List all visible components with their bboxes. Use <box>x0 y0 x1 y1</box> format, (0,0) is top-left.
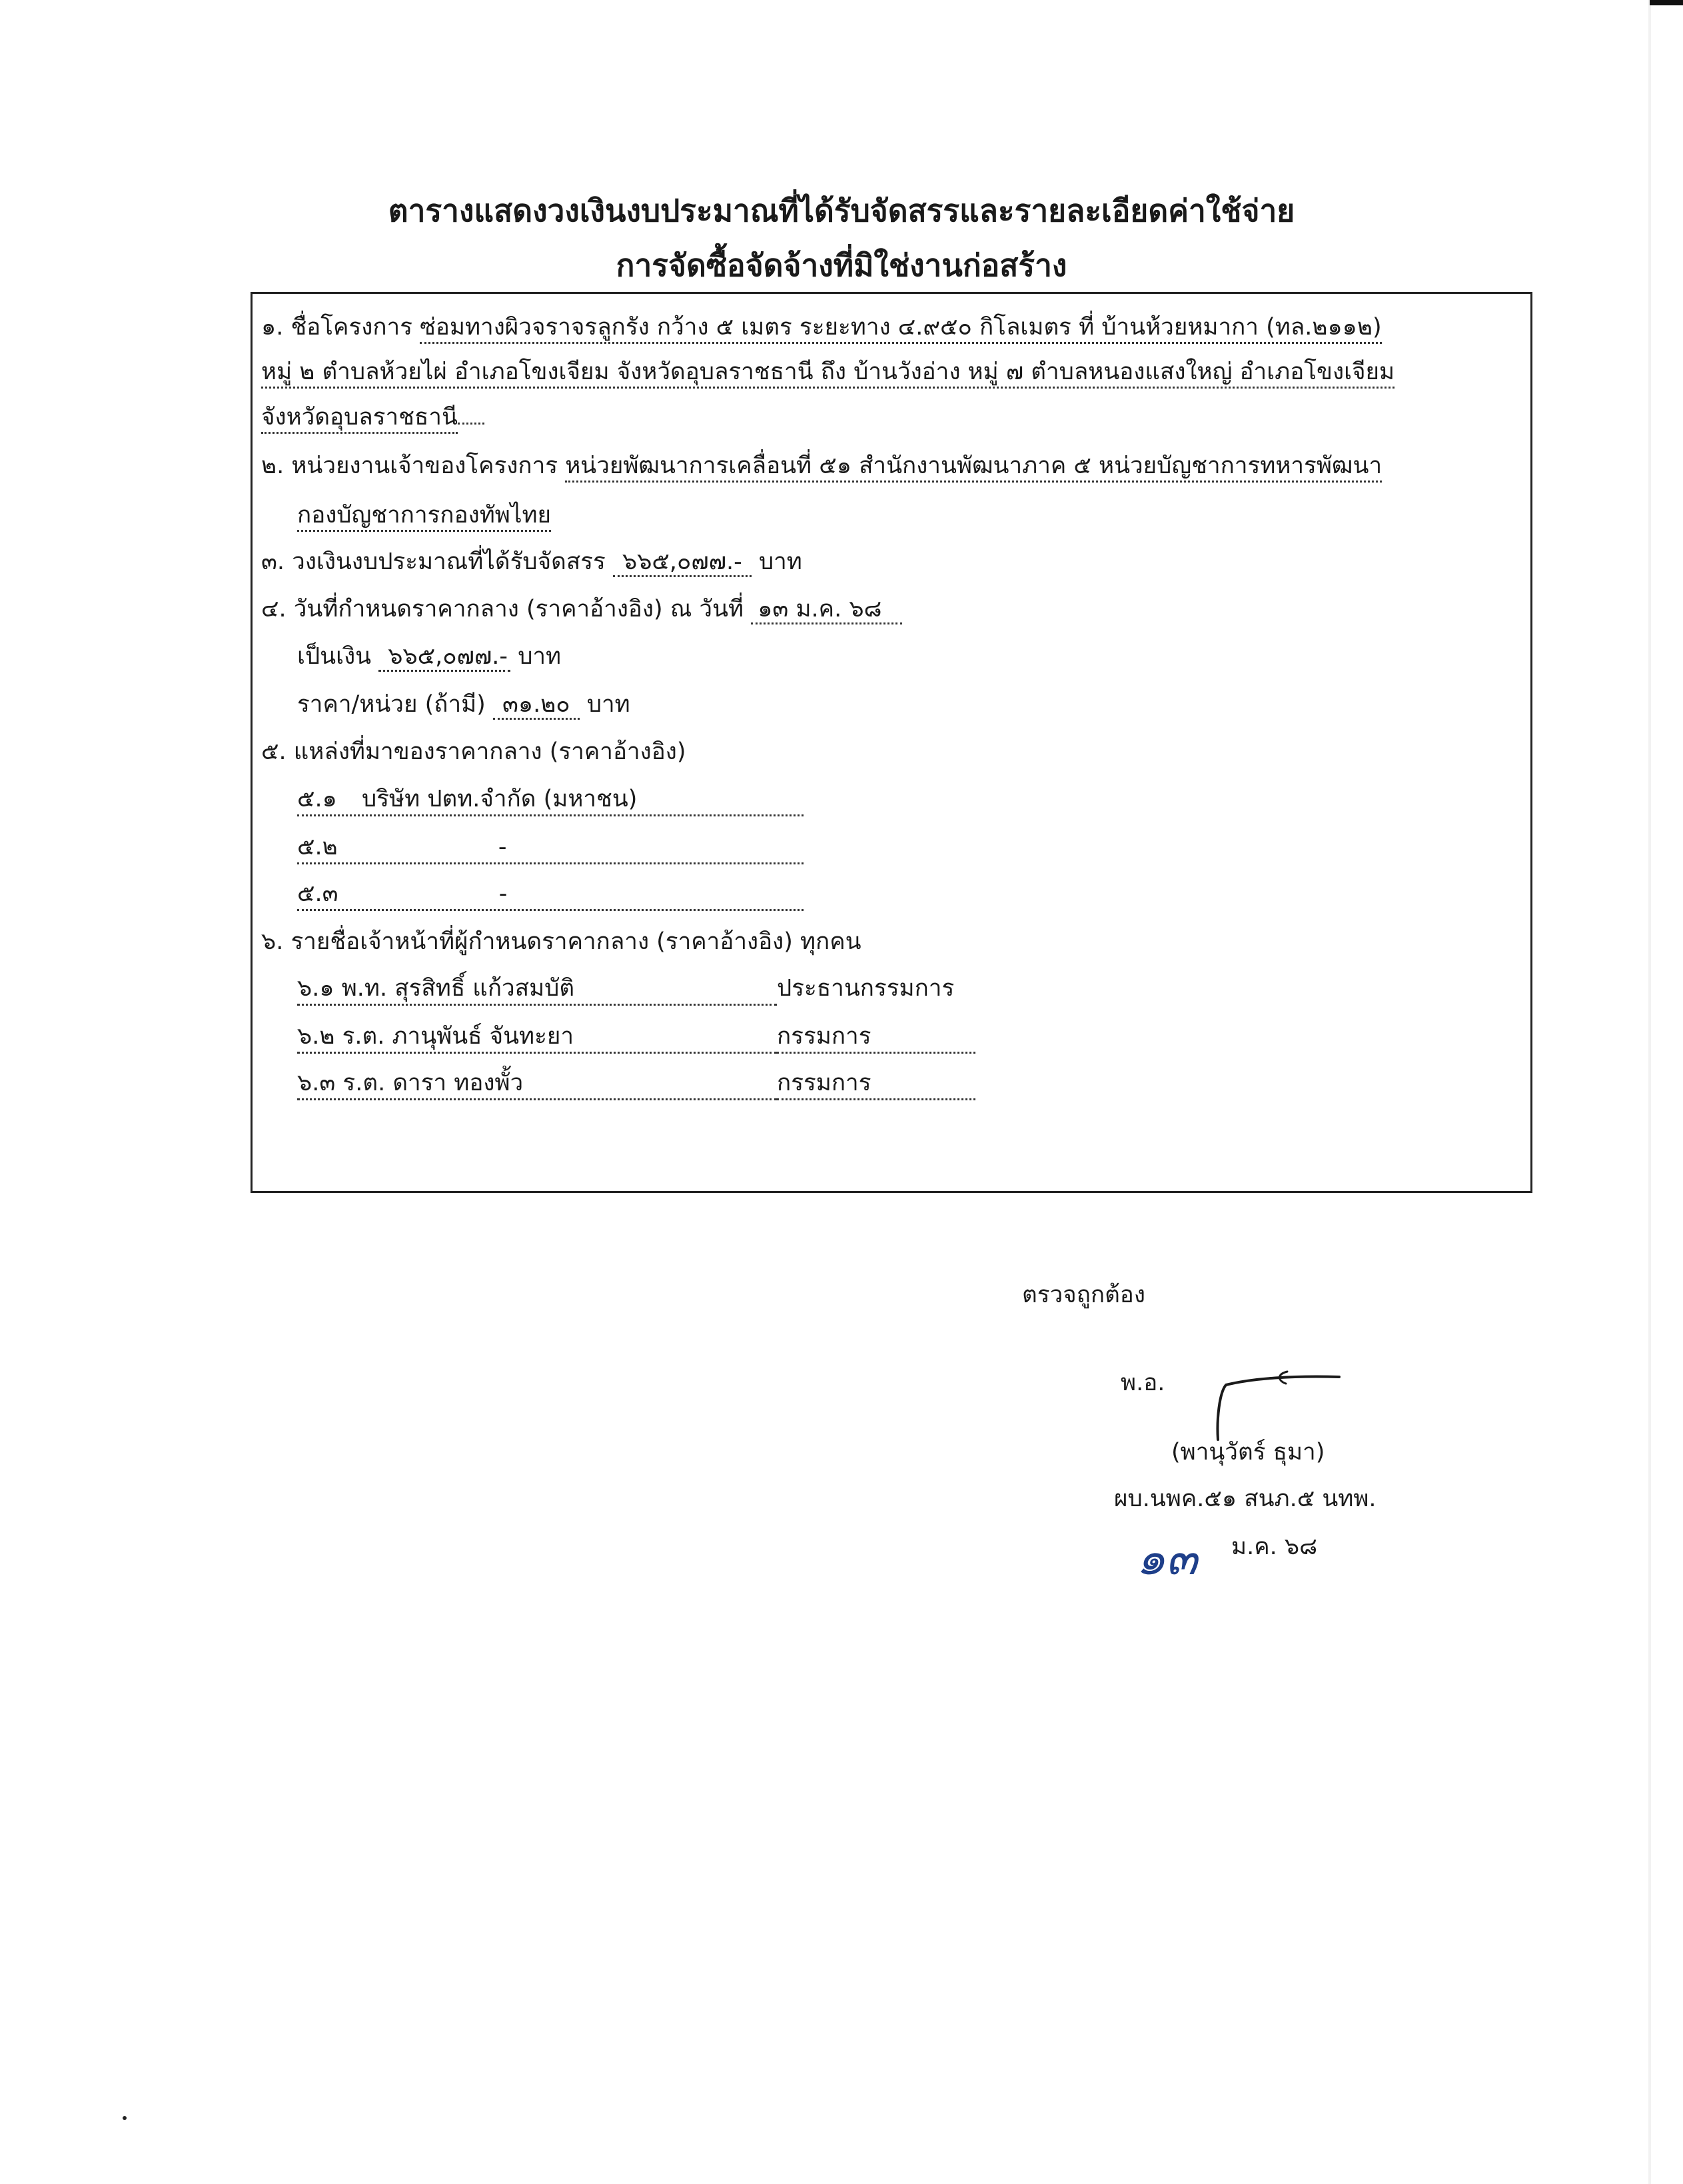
officer-name: ร.ต. ดารา ทองพั้ว <box>342 1070 524 1096</box>
officer-name: พ.ท. สุรสิทธิ์ แก้วสมบัติ <box>341 975 575 1002</box>
source-row <box>297 880 804 911</box>
source-num: ๕.๑ <box>297 786 337 812</box>
item3-label: ๓. วงเงินงบประมาณที่ได้รับจัดสรร <box>261 548 606 575</box>
project-name-line2-text: หมู่ ๒ ตำบลห้วยไผ่ อำเภอโขงเจียม จังหวัดอุบลราชธานี ถึง บ้านวังอ่าง หมู่ ๗ ตำบลหนองแสงใหญ่ อำเภอโขงเจียม <box>261 359 1395 389</box>
source-text: - <box>498 834 507 860</box>
officer-num: ๖.๓ <box>297 1070 336 1096</box>
budget-amount: ๖๖๕,๐๗๗.- <box>613 548 752 577</box>
unit-price-label: ราคา/หน่วย (ถ้ามี) <box>297 691 486 718</box>
document-title-line-2: การจัดซื้อจัดจ้างที่มิใช่งานก่อสร้าง <box>616 247 1067 283</box>
item4-unit-price-line <box>297 690 630 718</box>
reference-amount: ๖๖๕,๐๗๗.- <box>378 643 510 672</box>
officer-role <box>777 1069 975 1100</box>
item1-label: ๑. ชื่อโครงการ <box>261 314 412 341</box>
scan-edge <box>1648 0 1651 2184</box>
officer-role: ประธานกรรมการ <box>777 975 955 1002</box>
project-name-line3 <box>261 403 484 431</box>
officer-role <box>777 1022 975 1054</box>
source-row <box>297 833 804 864</box>
handwritten-date-day: ๑๓ <box>1136 1531 1198 1586</box>
certification-checked: ตรวจถูกต้อง <box>1022 1282 1145 1308</box>
officer-num: ๖.๑ <box>297 975 334 1002</box>
officer-role-text: กรรมการ <box>777 1022 975 1054</box>
item2-line1 <box>261 452 1382 480</box>
owner-agency-line1: หน่วยพัฒนาการเคลื่อนที่ ๕๑ สำนักงานพัฒนาภาค ๕ หน่วยบัญชาการทหารพัฒนา <box>565 453 1382 483</box>
unit-price-value: ๓๑.๒๐ <box>493 691 580 720</box>
scan-dot <box>123 2116 127 2120</box>
unit-price-unit: บาท <box>586 691 630 718</box>
certifier-rank: พ.อ. <box>1121 1370 1165 1396</box>
source-row <box>297 785 804 816</box>
item1-line1 <box>261 313 1382 341</box>
source-text: - <box>498 880 508 907</box>
officer-row <box>297 1022 777 1054</box>
officer-name: ร.ต. ภานุพันธ์ จันทะยา <box>342 1023 574 1050</box>
handwritten-signature <box>1186 1366 1359 1446</box>
officer-role-text: กรรมการ <box>777 1069 975 1100</box>
certifier-name: (พานุวัตร์ ธุมา) <box>1171 1439 1325 1466</box>
document-title-line-1: ตารางแสดงวงเงินงบประมาณที่ได้รับจัดสรรและรายละเอียดค่าใช้จ่าย <box>388 193 1295 229</box>
officer-row <box>297 974 777 1006</box>
project-name-line3-text: จังหวัดอุบลราชธานี <box>261 404 458 434</box>
reference-date: ๑๓ ม.ค. ๖๘ <box>751 596 901 624</box>
item4-label: ๔. วันที่กำหนดราคากลาง (ราคาอ้างอิง) ณ วันที่ <box>261 596 744 622</box>
item4-line <box>261 595 902 623</box>
certification-date-rest: ม.ค. ๖๘ <box>1231 1534 1318 1560</box>
item6-label: ๖. รายชื่อเจ้าหน้าที่ผู้กำหนดราคากลาง (ราคาอ้างอิง) ทุกคน <box>261 928 861 955</box>
source-text: บริษัท ปตท.จำกัด (มหาชน) <box>361 786 638 812</box>
scan-corner-mark <box>1650 0 1683 5</box>
owner-agency-line2-text: กองบัญชาการกองทัพไทย <box>297 502 551 532</box>
item3-line <box>261 548 802 576</box>
certifier-position: ผบ.นพค.๕๑ สนภ.๕ นทพ. <box>1114 1486 1377 1512</box>
project-name-line2 <box>261 358 1395 386</box>
officer-row <box>297 1069 777 1100</box>
item4-amount-label: เป็นเงิน <box>297 643 372 670</box>
budget-unit: บาท <box>758 548 802 575</box>
item4-amount-line <box>297 642 561 670</box>
project-name-line1: ซ่อมทางผิวจราจรลูกรัง กว้าง ๕ เมตร ระยะทาง ๔.๙๕๐ กิโลเมตร ที่ บ้านห้วยหมากา (ทล.๒๑๑๒) <box>420 314 1381 344</box>
item2-label: ๒. หน่วยงานเจ้าของโครงการ <box>261 453 558 479</box>
source-num: ๕.๒ <box>297 834 338 860</box>
source-num: ๕.๓ <box>297 880 338 907</box>
officer-num: ๖.๒ <box>297 1023 335 1050</box>
owner-agency-line2 <box>297 501 551 529</box>
reference-amount-unit: บาท <box>518 643 562 670</box>
item5-label: ๕. แหล่งที่มาของราคากลาง (ราคาอ้างอิง) <box>261 738 686 765</box>
